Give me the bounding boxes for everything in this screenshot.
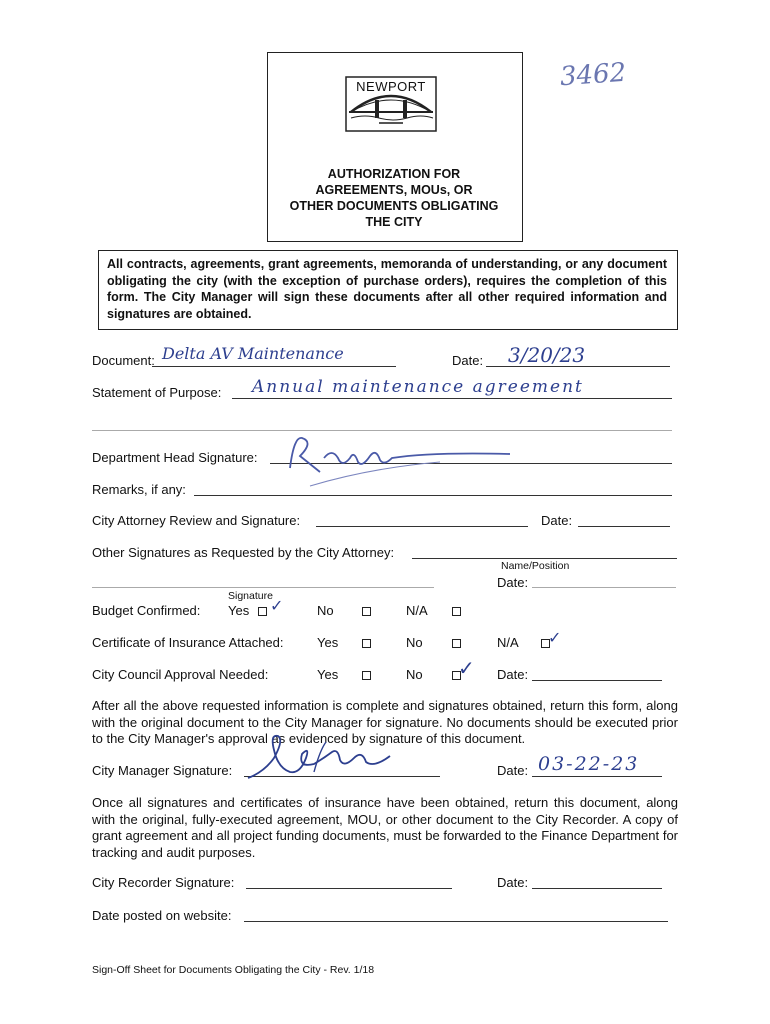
dept-sig-label: Department Head Signature:: [92, 450, 258, 465]
council-date-line[interactable]: [532, 680, 662, 681]
notice-text: All contracts, agreements, grant agreements, memoranda of understanding, or any document obligating the city (with the exception of purchase orders), requires the completion of this form. The City Manager will sign these documents after all other required information and signatures are obtained.: [107, 257, 667, 321]
other-sig-label: Other Signatures as Requested by the City Attorney:: [92, 545, 395, 560]
date-value: 3/20/23: [508, 343, 586, 367]
remarks-label: Remarks, if any:: [92, 482, 186, 497]
manager-sig-label: City Manager Signature:: [92, 763, 233, 778]
checkmark-icon: ✓: [548, 628, 562, 647]
budget-label: Budget Confirmed:: [92, 603, 201, 618]
title-line: OTHER DOCUMENTS OBLIGATING: [289, 199, 499, 213]
recorder-date-line[interactable]: [532, 888, 662, 889]
recorder-sig-line[interactable]: [246, 888, 452, 889]
document-label: Document:: [92, 353, 155, 368]
budget-na-checkbox[interactable]: [452, 607, 461, 616]
recorder-date-label: Date:: [497, 875, 529, 890]
attorney-date-line[interactable]: [578, 526, 670, 527]
newport-logo: [345, 76, 437, 132]
manager-signature: [244, 728, 414, 789]
document-number: 3462: [559, 57, 628, 93]
website-line[interactable]: [244, 921, 668, 922]
insurance-yes-checkbox[interactable]: [362, 639, 371, 648]
budget-yes-label: Yes: [228, 603, 250, 618]
budget-no-label: No: [317, 603, 334, 618]
checkmark-icon: ✓: [270, 596, 284, 615]
attorney-date-label: Date:: [541, 513, 573, 528]
attorney-label: City Attorney Review and Signature:: [92, 513, 301, 528]
other-sig-line[interactable]: [412, 558, 677, 559]
signature-label: Signature: [228, 590, 273, 602]
other-signature-line[interactable]: [92, 587, 434, 588]
other-date-label: Date:: [497, 575, 529, 590]
date-label: Date:: [452, 353, 484, 368]
checkmark-icon: ✓: [458, 656, 475, 680]
name-position-label: Name/Position: [501, 560, 570, 572]
insurance-na-label: N/A: [497, 635, 519, 650]
forwarding-instructions: Once all signatures and certificates of insurance have been obtained, return this document, along with the original, fully-executed agreement, MOU, or other document to the City Recorder. A copy of grant agreement and all project funding documents, must be forwarded to the Finance Department for tracking and audit purposes.: [92, 795, 678, 860]
website-label: Date posted on website:: [92, 908, 232, 923]
dept-signature: [280, 428, 520, 493]
title-line: THE CITY: [365, 215, 423, 229]
return-instructions: After all the above requested information is complete and signatures obtained, return this form, along with the original document to the City Manager for signature. No documents should be executed prior to the City Manager's approval as evidenced by signature of this document.: [92, 698, 678, 746]
recorder-sig-label: City Recorder Signature:: [92, 875, 235, 890]
insurance-yes-label: Yes: [317, 635, 339, 650]
footer-text: Sign-Off Sheet for Documents Obligating the City - Rev. 1/18: [92, 964, 375, 976]
document-value: Delta AV Maintenance: [162, 344, 344, 363]
purpose-line[interactable]: [232, 398, 672, 399]
manager-date-label: Date:: [497, 763, 529, 778]
insurance-no-label: No: [406, 635, 423, 650]
council-yes-label: Yes: [317, 667, 339, 682]
insurance-no-checkbox[interactable]: [452, 639, 461, 648]
logo-text: NEWPORT: [356, 79, 426, 94]
budget-no-checkbox[interactable]: [362, 607, 371, 616]
manager-date-value: 03-22-23: [538, 753, 640, 775]
budget-yes-checkbox[interactable]: [258, 607, 267, 616]
council-no-label: No: [406, 667, 423, 682]
title-line: AUTHORIZATION FOR: [327, 167, 461, 181]
other-date-line[interactable]: [532, 587, 676, 588]
purpose-label: Statement of Purpose:: [92, 385, 222, 400]
form-title: [267, 166, 521, 230]
document-line[interactable]: [152, 366, 396, 367]
attorney-sig-line[interactable]: [316, 526, 528, 527]
council-label: City Council Approval Needed:: [92, 667, 269, 682]
title-line: AGREEMENTS, MOUs, OR: [315, 183, 473, 197]
council-yes-checkbox[interactable]: [362, 671, 371, 680]
insurance-label: Certificate of Insurance Attached:: [92, 635, 284, 650]
budget-na-label: N/A: [406, 603, 428, 618]
purpose-value: Annual maintenance agreement: [252, 377, 584, 397]
manager-date-line[interactable]: [532, 776, 662, 777]
remarks-line[interactable]: [194, 495, 672, 496]
council-date-label: Date:: [497, 667, 529, 682]
